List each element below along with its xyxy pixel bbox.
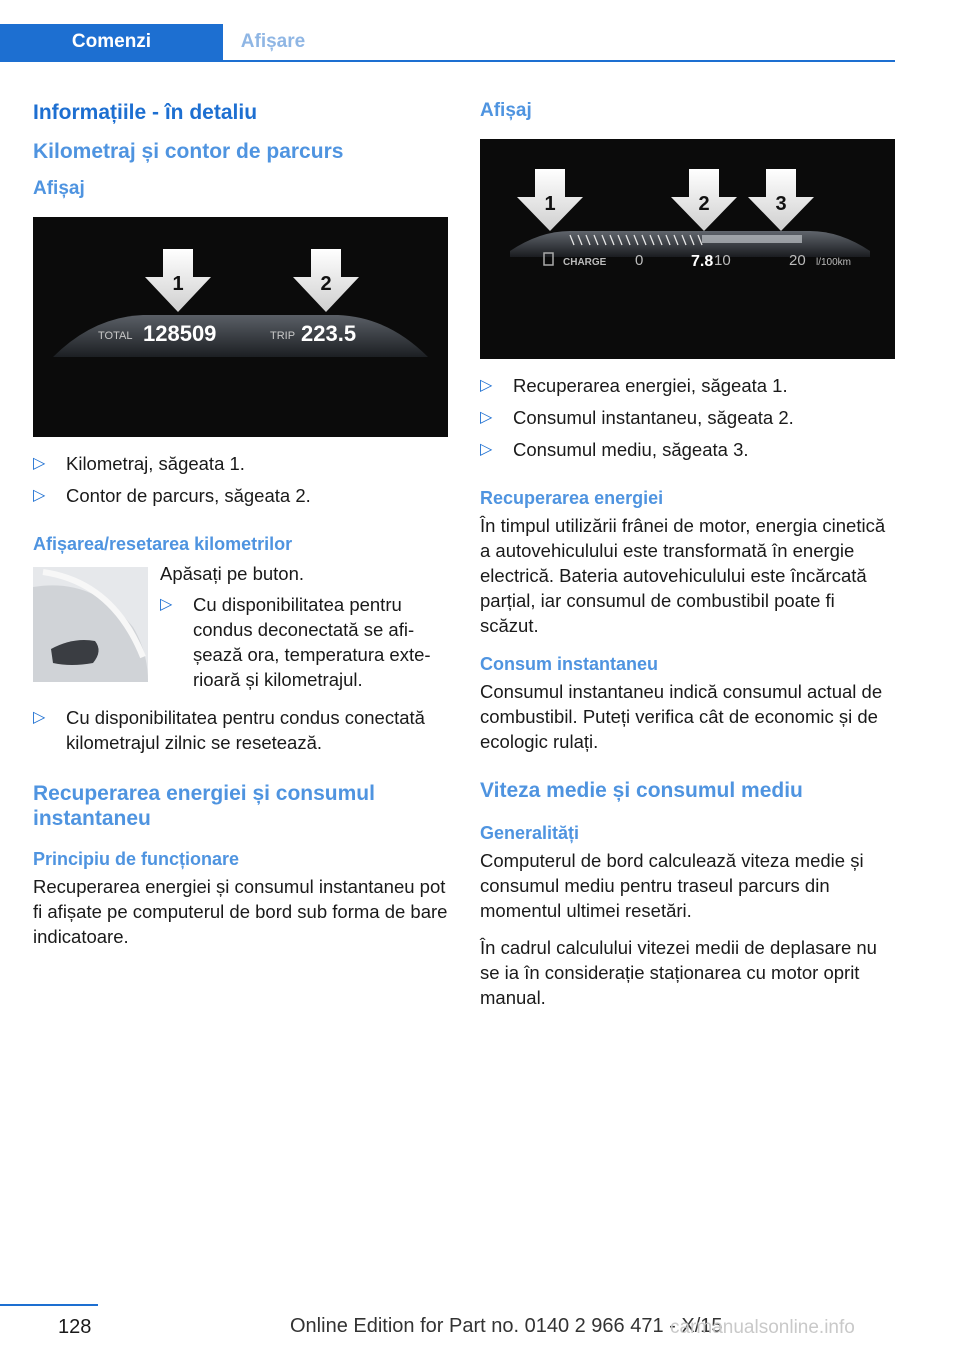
list-item: ▷ Recuperarea energiei, săgeata 1.: [480, 374, 788, 396]
scale-zero: 0: [635, 251, 644, 269]
footer-divider: [0, 1304, 98, 1306]
arrow-2-label: 2: [320, 273, 332, 296]
instant-text: Consumul instantaneu indică consumul actual de combustibil. Puteți verifica cât de economic și de ecologic rulați.: [480, 680, 883, 752]
triangle-bullet-icon: ▷: [480, 440, 493, 458]
scale-twenty: 20: [789, 251, 806, 269]
arrow-2-label: 2: [698, 192, 710, 215]
gauge-bar: [510, 231, 870, 257]
list-item: ▷ Contor de parcurs, săgeata 2.: [33, 485, 311, 507]
scale-ten: 10: [714, 251, 731, 269]
list-item: ▷ Cu disponibilitatea pentru condus conectată kilometrajul zilnic se resetează.: [33, 707, 425, 754]
page-title: Informațiile - în detaliu: [33, 101, 258, 124]
consumption-bullets: [480, 373, 895, 462]
odometer-section-title: Kilometraj și contor de parcurs: [33, 140, 344, 164]
display-label-right: Afișaj: [480, 100, 532, 121]
trip-value: 223.5: [301, 321, 357, 347]
page-number: 128: [58, 1316, 92, 1338]
general-text-1: Computerul de bord calculează viteza medie și consumul mediu pentru traseul parcurs din momentul ultimei resetări.: [480, 849, 864, 921]
header-tabs: [0, 24, 323, 60]
list-item: ▷ Consumul instantaneu, săgeata 2.: [480, 406, 794, 428]
connected-bullets: [33, 705, 448, 755]
button-instruction: [33, 561, 448, 699]
show-reset-title: Afișarea/resetarea kilometrilor: [33, 534, 293, 555]
button-illustration: [33, 567, 148, 682]
arrow-3-label: 3: [775, 192, 787, 215]
press-button-text: Apăsați pe buton.: [160, 563, 304, 585]
general-title: Generalități: [480, 822, 580, 843]
general-text-2: În cadrul calculului vitezei medii de deplasare nu se ia în considerație staționarea cu motor oprit manual.: [480, 936, 877, 1008]
charge-label: CHARGE: [563, 256, 607, 268]
list-item: ▷ Cu disponibilitatea pentru condus deconectată se afișează ora, temperatura exterioară și kilometrajul.: [160, 594, 431, 691]
list-item: ▷ Consumul mediu, săgeata 3.: [480, 438, 749, 460]
odometer-button-image: [33, 567, 148, 682]
header-divider: [0, 60, 895, 62]
recovery-title: Recuperarea energiei: [480, 487, 664, 508]
principle-text: Recuperarea energiei și consumul instantaneu pot fi afișate pe computerul de bord sub forma de bare indicatoare.: [33, 876, 448, 948]
left-column: [33, 100, 448, 961]
total-value: 128509: [143, 321, 217, 347]
triangle-bullet-icon: ▷: [160, 596, 173, 614]
triangle-bullet-icon: ▷: [33, 455, 46, 473]
arrow-1-label: 1: [172, 273, 184, 296]
unit-label: l/100km: [816, 256, 852, 268]
button-instruction-text: [160, 561, 448, 699]
tab-comenzi[interactable]: Comenzi: [0, 24, 223, 60]
odometer-display-image: [33, 217, 448, 437]
tab-afisare[interactable]: Afișare: [240, 31, 306, 52]
odometer-bullets: [33, 451, 448, 508]
trip-label: TRIP: [270, 330, 296, 343]
display-label: Afișaj: [33, 178, 85, 200]
recovery-text: În timpul utilizării frânei de motor, energia cinetică a autovehiculului este transformată în energie electrică. Bateria autovehiculului este încărcată parțial, iar consumul de combustibil poate fi scăzut.: [480, 514, 886, 636]
arrow-1-label: 1: [544, 192, 556, 215]
triangle-bullet-icon: ▷: [33, 487, 46, 505]
recovery-section-title: Recuperarea energiei și consumul instantaneu: [33, 782, 375, 831]
triangle-bullet-icon: ▷: [33, 709, 46, 727]
total-label: TOTAL: [98, 330, 133, 343]
triangle-bullet-icon: ▷: [480, 408, 493, 426]
principle-title: Principiu de funcționare: [33, 849, 240, 870]
consumption-display-image: [480, 139, 895, 359]
odometer-display-illustration: [33, 217, 448, 437]
right-column: [480, 100, 895, 1022]
instant-value: 7.8: [691, 252, 714, 270]
edition-text: Online Edition for Part no. 0140 2 966 471 - X/15: [290, 1315, 723, 1337]
instant-title: Consum instantaneu: [480, 653, 659, 674]
consumption-display-illustration: [480, 139, 895, 359]
triangle-bullet-icon: ▷: [480, 376, 493, 394]
average-section-title: Viteza medie și consumul mediu: [480, 778, 803, 802]
list-item: ▷ Kilometraj, săgeata 1.: [33, 453, 245, 475]
watermark: carmanualsonline.info: [670, 1317, 855, 1338]
